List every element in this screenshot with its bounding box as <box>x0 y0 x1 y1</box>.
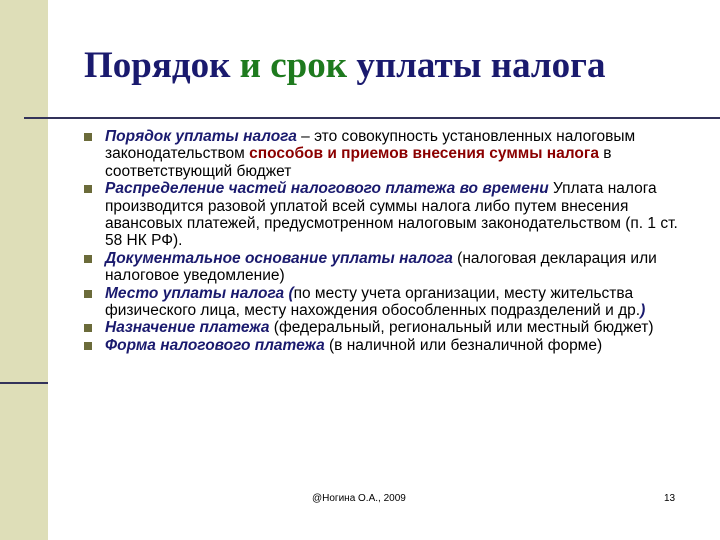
bullet-term: Порядок уплаты налога <box>105 128 297 145</box>
square-bullet-icon <box>84 133 92 141</box>
bullet-term-tail: ) <box>640 302 646 320</box>
page-number: 13 <box>664 493 676 504</box>
title-part-3: срок <box>270 45 357 86</box>
square-bullet-icon <box>84 185 92 193</box>
title-part-4: уплаты налога <box>356 45 606 86</box>
bullet-item-distribution <box>84 180 684 250</box>
bullet-text: Уплата налога производится разовой уплатой всей суммы налога либо путем внесения авансовых платежей, предусмотренном налоговым законодательством (п. 1 ст. 58 НК РФ). <box>105 180 678 250</box>
bullet-term: Место уплаты налога ( <box>105 284 294 302</box>
bullet-term: Распределение частей налогового платежа во времени <box>105 180 549 198</box>
title-divider <box>24 117 720 119</box>
bullet-item-payment-form <box>84 337 684 354</box>
bullet-item-payment-place <box>84 285 684 320</box>
bullet-list <box>84 128 684 354</box>
bullet-term: Назначение платежа <box>105 319 270 337</box>
title-part-1: Порядок <box>84 45 240 86</box>
bullet-emphasis: способов и приемов внесения суммы налога <box>249 145 599 163</box>
square-bullet-icon <box>84 342 92 350</box>
bullet-text: (в наличной или безналичной форме) <box>324 336 603 354</box>
bullet-term: Документальное основание уплаты налога <box>105 249 453 267</box>
bullet-text: (федеральный, региональный или местный бюджет) <box>269 319 654 337</box>
bullet-text: (налоговая декларация или налоговое уведомление) <box>105 249 657 285</box>
bullet-item-payment-purpose <box>84 319 684 336</box>
square-bullet-icon <box>84 324 92 332</box>
square-bullet-icon <box>84 255 92 263</box>
square-bullet-icon <box>84 290 92 298</box>
bullet-text: – это совокупность установленных налоговым законодательством <box>105 128 636 163</box>
bullet-item-payment-order <box>84 128 684 180</box>
title-part-2: и <box>239 45 271 86</box>
slide-title <box>84 44 605 87</box>
bullet-text: по месту учета организации, месту жительства физического лица, месту нахождения обособленных подразделений и др. <box>105 284 641 320</box>
side-band-rule <box>0 382 48 384</box>
bullet-item-document-basis <box>84 250 684 285</box>
bullet-text-tail: в соответствующий бюджет <box>105 145 612 180</box>
bullet-term: Форма налогового платежа <box>105 336 325 354</box>
footer-copyright: @Ногина О.А., 2009 <box>312 493 406 504</box>
side-band <box>0 0 48 540</box>
